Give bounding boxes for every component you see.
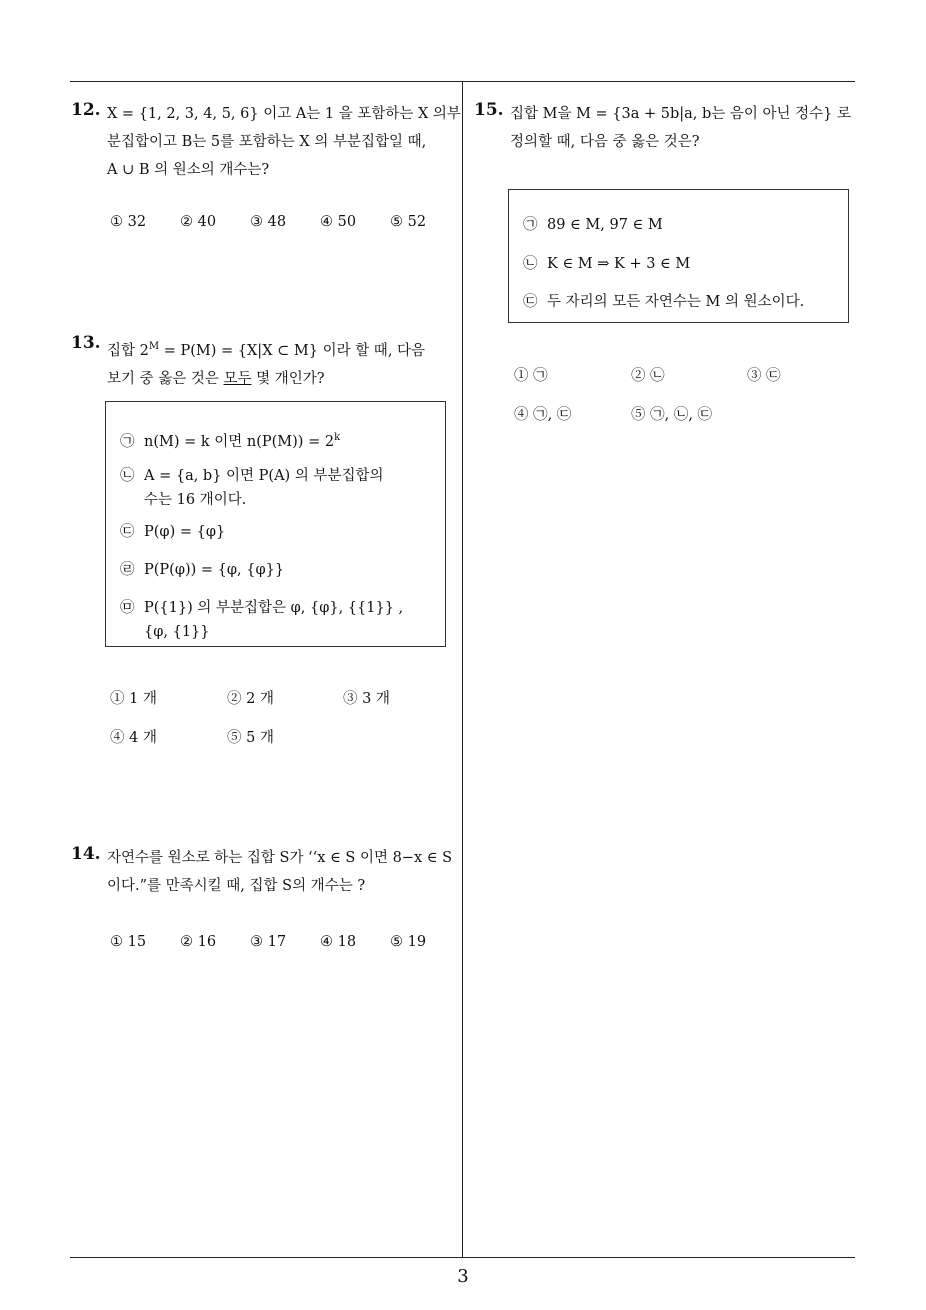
- statement-1: [120, 426, 340, 454]
- page-number: 3: [457, 1266, 469, 1287]
- statement-text: [144, 426, 340, 454]
- choice-5[interactable]: ⑤ 52: [390, 214, 427, 230]
- statement-text: K ∈ M ⇒ K + 3 ∈ M: [547, 256, 691, 272]
- choice-3[interactable]: ③ 3 개: [343, 691, 390, 707]
- line2-pre: 보기 중 옳은 것은: [107, 370, 224, 387]
- question-line: 자연수를 원소로 하는 집합 S가 ‘‘x ∈ S 이면 8−x ∈ S: [107, 850, 453, 866]
- statement-marker: ㉢: [523, 294, 538, 310]
- choice-2[interactable]: ② 16: [180, 934, 217, 950]
- question-line: 집합 M을 M = {3a + 5b|a, b는 음이 아닌 정수} 로: [510, 106, 852, 122]
- question-number: 12.: [71, 100, 101, 120]
- statement-2: [120, 464, 383, 512]
- statement-3: [523, 290, 804, 314]
- choice-1[interactable]: ① ㉠: [514, 368, 548, 384]
- question-number: 13.: [71, 333, 101, 353]
- question-15: [474, 100, 858, 156]
- statement-text: P(P(φ)) = {φ, {φ}}: [144, 562, 285, 578]
- choice-1[interactable]: ① 15: [110, 934, 147, 950]
- question-line: 이다.”를 만족시킬 때, 집합 S의 개수는 ?: [107, 878, 366, 894]
- statement-text: P(φ) = {φ}: [144, 524, 226, 540]
- choice-4[interactable]: ④ 4 개: [110, 730, 157, 746]
- statement-marker: ㉡: [523, 256, 538, 272]
- statement-marker: ㉢: [120, 524, 135, 540]
- line1-post: = P(M) = {X|X ⊂ M} 이라 할 때, 다음: [159, 342, 426, 359]
- question-text: [510, 100, 858, 156]
- q13-statement-box: [105, 401, 446, 647]
- question-line: 분집합이고 B는 5를 포함하는 X 의 부분집합일 때,: [107, 134, 427, 150]
- choice-2[interactable]: ② ㉡: [631, 368, 665, 384]
- choice-3[interactable]: ③ 17: [250, 934, 287, 950]
- choice-5[interactable]: ⑤ 5 개: [227, 730, 274, 746]
- superscript: k: [334, 432, 341, 443]
- statement-marker: ㉡: [120, 468, 135, 484]
- statement-marker: ㉠: [120, 433, 135, 450]
- statement-text-cont: 수는 16 개이다.: [144, 492, 247, 508]
- question-line: [107, 365, 456, 393]
- line2-post: 몇 개인가?: [251, 370, 325, 387]
- question-line: [107, 333, 456, 365]
- statement-text-cont: {φ, {1}}: [144, 624, 210, 640]
- question-14: [71, 844, 456, 900]
- statement-text: P({1}) 의 부분집합은 φ, {φ}, {{1}} ,: [144, 600, 404, 616]
- question-12: [71, 100, 461, 184]
- choice-4[interactable]: ④ 18: [320, 934, 357, 950]
- statement-text: 89 ∈ M, 97 ∈ M: [547, 217, 663, 233]
- question-text: [107, 333, 456, 393]
- question-line: X = {1, 2, 3, 4, 5, 6} 이고 A는 1 을 포함하는 X 의부: [107, 106, 461, 122]
- statement-2: [523, 252, 690, 276]
- column-divider: [462, 82, 463, 1257]
- underlined-word: 모두: [223, 370, 252, 387]
- statement-5: [120, 596, 403, 644]
- question-number: 15.: [474, 100, 504, 120]
- bottom-rule: [70, 1257, 855, 1258]
- statement-marker: ㉣: [120, 562, 135, 578]
- question-number: 14.: [71, 844, 101, 864]
- choice-4[interactable]: ④ ㉠, ㉢: [514, 407, 572, 423]
- choice-3[interactable]: ③ ㉢: [747, 368, 781, 384]
- question-text: [107, 844, 456, 900]
- question-line: 정의할 때, 다음 중 옳은 것은?: [510, 134, 700, 150]
- question-13: [71, 333, 456, 393]
- question-line: A ∪ B 의 원소의 개수는?: [107, 162, 270, 178]
- statement-3: [120, 520, 225, 544]
- statement-marker: ㉠: [523, 217, 538, 233]
- choice-5[interactable]: ⑤ 19: [390, 934, 427, 950]
- statement-marker: ㉤: [120, 600, 135, 616]
- q15-statement-box: [508, 189, 849, 323]
- statement-4: [120, 558, 284, 582]
- question-text: [107, 100, 461, 184]
- choice-2[interactable]: ② 2 개: [227, 691, 274, 707]
- choice-3[interactable]: ③ 48: [250, 214, 287, 230]
- statement-text: A = {a, b} 이면 P(A) 의 부분집합의: [144, 468, 384, 484]
- choice-2[interactable]: ② 40: [180, 214, 217, 230]
- choice-5[interactable]: ⑤ ㉠, ㉡, ㉢: [631, 407, 713, 423]
- choice-1[interactable]: ① 1 개: [110, 691, 157, 707]
- statement-text: 두 자리의 모든 자연수는 M 의 원소이다.: [547, 294, 805, 310]
- statement-pre: n(M) = k 이면 n(P(M)) = 2: [144, 433, 335, 450]
- superscript: M: [148, 341, 160, 352]
- statement-1: [523, 213, 663, 237]
- choice-4[interactable]: ④ 50: [320, 214, 357, 230]
- line1-pre: 집합 2: [107, 342, 149, 359]
- choice-1[interactable]: ① 32: [110, 214, 147, 230]
